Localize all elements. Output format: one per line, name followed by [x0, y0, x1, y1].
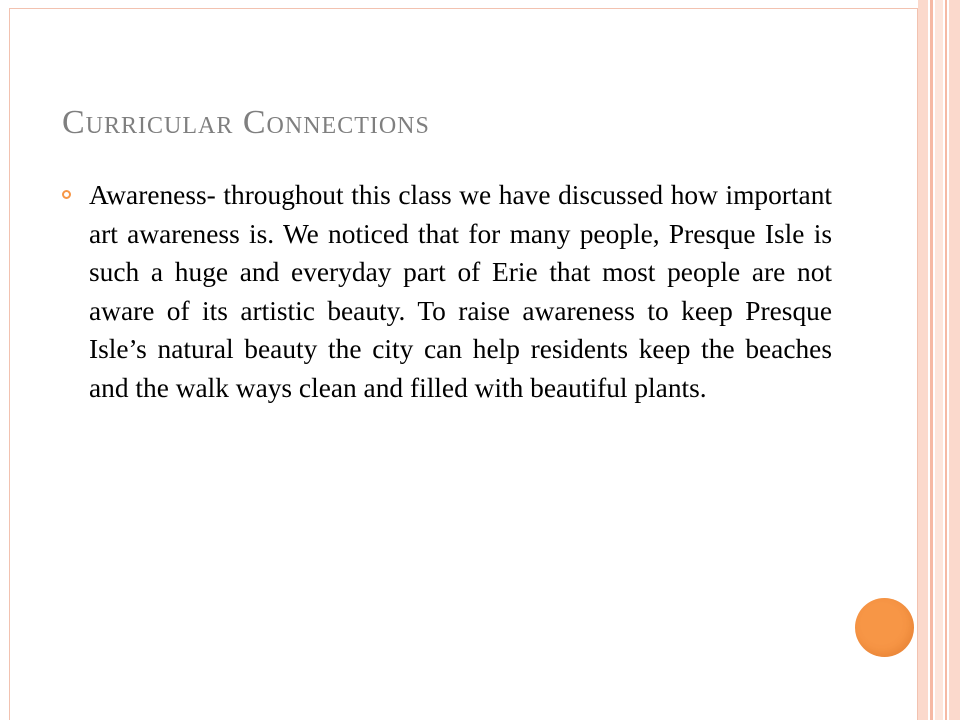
stripe-3: [935, 0, 943, 720]
bullet-list: [62, 176, 832, 408]
stripe-2: [930, 0, 933, 720]
orange-circle-decoration: [855, 598, 914, 657]
decorative-stripes: [918, 0, 960, 720]
stripe-4: [945, 0, 947, 720]
slide-title: Curricular Connections: [62, 104, 430, 141]
stripe-1: [918, 0, 928, 720]
circle-bullet-icon: [62, 190, 71, 199]
bullet-text: Awareness- throughout this class we have discussed how important art awareness is. We noticed that for many people, Presque Isle is such a huge and everyday part of Erie that most people are not aware of its artistic beauty. To raise awareness to keep Presque Isle’s natural beauty the city can help residents keep the beaches and the walk ways clean and filled with beautiful plants.: [89, 180, 832, 403]
list-item: [62, 176, 832, 408]
stripe-5: [949, 0, 960, 720]
